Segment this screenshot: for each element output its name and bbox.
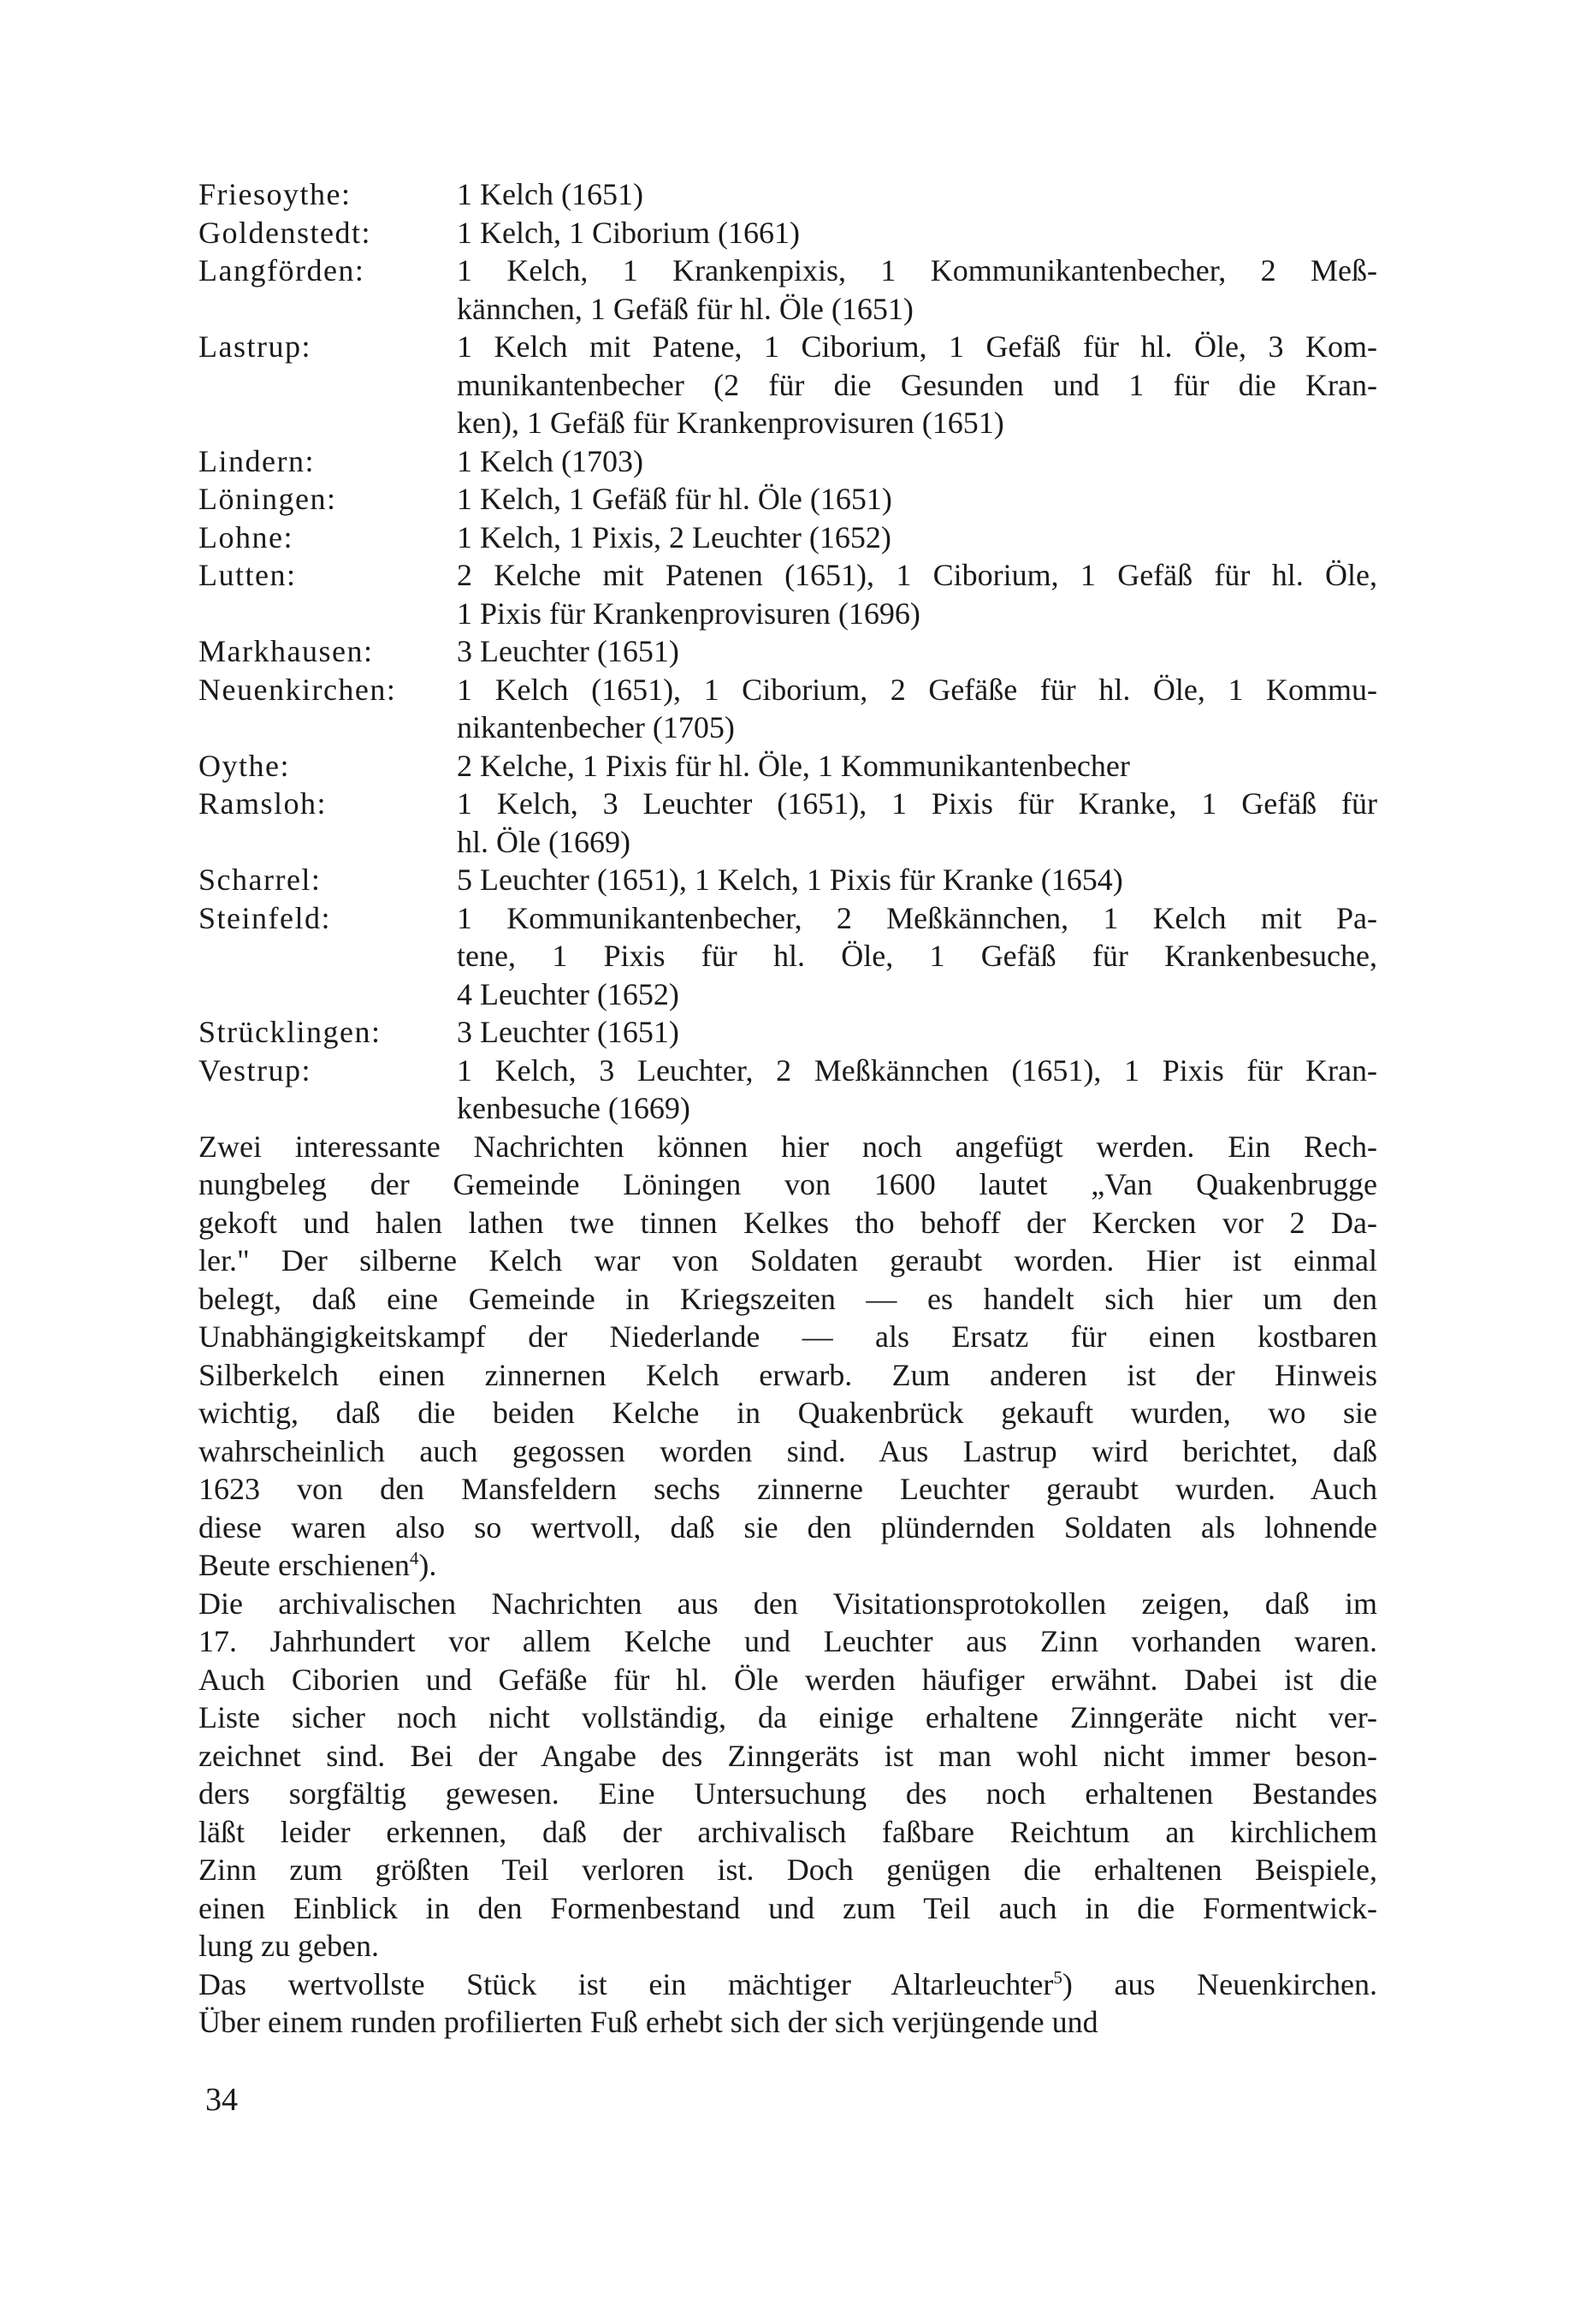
text-line	[198, 1585, 1377, 1623]
text-line	[198, 1737, 1377, 1776]
inventory-entry	[198, 1052, 1377, 1128]
item-list	[457, 442, 1377, 481]
item-line: tene, 1 Pixis für hl. Öle, 1 Gefäß für Krankenbesuche,	[457, 939, 1377, 973]
item-line: 1 Kelch, 1 Pixis, 2 Leuchter (1652)	[457, 519, 891, 554]
page-body	[198, 175, 1377, 2042]
line-text: wichtig, daß die beiden Kelche in Quakenbrück gekauft wurden, wo sie	[198, 1396, 1377, 1430]
text-line	[198, 2003, 1377, 2042]
text-line	[198, 1356, 1377, 1395]
item-list	[457, 480, 1377, 519]
item-line: kännchen, 1 Gefäß für hl. Öle (1651)	[457, 291, 914, 326]
text-line	[198, 1165, 1377, 1204]
footnote-marker: 4	[409, 1548, 419, 1568]
text-line	[198, 1546, 1377, 1585]
place-name: Neuenkirchen:	[198, 672, 397, 707]
text-line	[198, 1889, 1377, 1928]
item-line: 2 Kelche, 1 Pixis für hl. Öle, 1 Kommunikantenbecher	[457, 748, 1130, 783]
text-line	[198, 1242, 1377, 1280]
line-text: zeichnet sind. Bei der Angabe des Zinngeräts ist man wohl nicht immer beson-	[198, 1738, 1377, 1773]
item-line: 1 Kommunikantenbecher, 2 Meßkännchen, 1 Kelch mit Pa-	[457, 900, 1377, 935]
item-line: 1 Kelch, 3 Leuchter, 2 Meßkännchen (1651), 1 Pixis für Kran-	[457, 1052, 1377, 1088]
line-text: Beute erschienen	[198, 1548, 410, 1582]
line-text: Die archivalischen Nachrichten aus den Visitationsprotokollen zeigen, daß im	[198, 1586, 1377, 1621]
item-line: 1 Kelch, 1 Krankenpixis, 1 Kommunikantenbecher, 2 Meß-	[457, 253, 1377, 288]
text-line	[198, 1128, 1377, 1166]
line-text: Über einem runden profilierten Fuß erhebt sich der sich verjüngende und	[198, 2005, 1098, 2039]
place-name: Lastrup:	[198, 329, 311, 364]
item-line: 1 Kelch (1651), 1 Ciborium, 2 Gefäße für hl. Öle, 1 Kommu-	[457, 672, 1377, 707]
paragraph	[198, 1965, 1377, 2042]
item-list	[457, 632, 1377, 671]
inventory-entry	[198, 1013, 1377, 1052]
item-line: 1 Kelch (1703)	[457, 443, 643, 478]
text-line	[198, 1927, 1377, 1965]
line-text: 1623 von den Mansfeldern sechs zinnerne Leuchter geraubt wurden. Auch	[198, 1472, 1377, 1506]
line-text: ler." Der silberne Kelch war von Soldaten geraubt worden. Hier ist einmal	[198, 1243, 1377, 1278]
line-text: ) aus Neuenkirchen.	[1062, 1966, 1377, 2001]
text-line	[198, 1204, 1377, 1242]
text-line	[198, 1851, 1377, 1889]
line-text: lung zu geben.	[198, 1929, 379, 1963]
text-line	[198, 1699, 1377, 1737]
line-text: ders sorgfältig gewesen. Eine Untersuchung des noch erhaltenen Bestandes	[198, 1776, 1377, 1811]
text-line	[198, 1813, 1377, 1852]
item-list	[457, 328, 1377, 442]
item-line: ken), 1 Gefäß für Krankenprovisuren (1651)	[457, 406, 1004, 440]
text-line	[198, 1394, 1377, 1432]
item-line: 1 Kelch, 1 Gefäß für hl. Öle (1651)	[457, 482, 892, 516]
item-list	[457, 899, 1377, 1014]
item-list	[457, 785, 1377, 861]
place-name: Langförden:	[198, 253, 365, 288]
inventory-entry	[198, 899, 1377, 1014]
item-list	[457, 252, 1377, 328]
item-line: 3 Leuchter (1651)	[457, 634, 679, 668]
inventory-entry	[198, 671, 1377, 747]
item-list	[457, 671, 1377, 747]
line-text: Unabhängigkeitskampf der Niederlande — als Ersatz für einen kostbaren	[198, 1319, 1377, 1354]
item-line: 5 Leuchter (1651), 1 Kelch, 1 Pixis für Kranke (1654)	[457, 863, 1123, 897]
line-text: einen Einblick in den Formenbestand und zum Teil auch in die Formentwick-	[198, 1890, 1377, 1925]
text-line	[198, 1318, 1377, 1356]
inventory-entry	[198, 747, 1377, 786]
item-line: hl. Öle (1669)	[457, 824, 630, 859]
item-list	[457, 556, 1377, 632]
text-line	[198, 1509, 1377, 1547]
item-list	[457, 1052, 1377, 1128]
inventory-entry	[198, 861, 1377, 899]
line-text: Zwei interessante Nachrichten können hier noch angefügt werden. Ein Rech-	[198, 1129, 1377, 1164]
item-line: munikantenbecher (2 für die Gesunden und 1 für die Kran-	[457, 367, 1377, 402]
line-text: Auch Ciborien und Gefäße für hl. Öle werden häufiger erwähnt. Dabei ist die	[198, 1662, 1377, 1697]
text-line	[198, 1622, 1377, 1661]
item-list	[457, 175, 1377, 214]
paragraph	[198, 1585, 1377, 1965]
place-name: Scharrel:	[198, 863, 322, 897]
item-list	[457, 747, 1377, 786]
item-line: 1 Kelch, 1 Ciborium (1661)	[457, 215, 800, 250]
item-line: 1 Kelch (1651)	[457, 177, 643, 211]
text-line	[198, 1775, 1377, 1813]
inventory-entry	[198, 480, 1377, 519]
line-text: Zinn zum größten Teil verloren ist. Doch genügen die erhaltenen Beispiele,	[198, 1853, 1377, 1887]
inventory-entry	[198, 632, 1377, 671]
place-name: Friesoythe:	[198, 177, 352, 211]
place-name: Goldenstedt:	[198, 215, 371, 250]
item-line: 4 Leuchter (1652)	[457, 976, 679, 1011]
inventory-entry	[198, 252, 1377, 328]
place-name: Vestrup:	[198, 1052, 311, 1088]
text-line	[198, 1965, 1377, 2004]
item-line: 3 Leuchter (1651)	[457, 1015, 679, 1049]
text-line	[198, 1470, 1377, 1509]
place-name: Strücklingen:	[198, 1015, 382, 1049]
inventory-entry	[198, 175, 1377, 214]
inventory-entry	[198, 519, 1377, 557]
line-text: Liste sicher noch nicht vollständig, da einige erhaltene Zinngeräte nicht ver-	[198, 1700, 1377, 1734]
inventory-entry	[198, 556, 1377, 632]
item-list	[457, 861, 1377, 899]
place-name: Lindern:	[198, 443, 315, 478]
text-line	[198, 1432, 1377, 1471]
line-text: läßt leider erkennen, daß der archivalisch faßbare Reichtum an kirchlichem	[198, 1814, 1377, 1849]
inventory-entry	[198, 785, 1377, 861]
item-list	[457, 519, 1377, 557]
item-line: 1 Kelch, 3 Leuchter (1651), 1 Pixis für Kranke, 1 Gefäß für	[457, 786, 1377, 821]
inventory-entry	[198, 442, 1377, 481]
place-name: Löningen:	[198, 482, 337, 516]
place-name: Ramsloh:	[198, 786, 328, 821]
line-text: diese waren also so wertvoll, daß sie den plündernden Soldaten als lohnende	[198, 1509, 1377, 1544]
line-text: Silberkelch einen zinnernen Kelch erwarb. Zum anderen ist der Hinweis	[198, 1357, 1377, 1392]
item-line: nikantenbecher (1705)	[457, 710, 735, 744]
text-line	[198, 1661, 1377, 1699]
line-text: nungbeleg der Gemeinde Löningen von 1600 lautet „Van Quakenbrugge	[198, 1167, 1377, 1201]
line-text: Das wertvollste Stück ist ein mächtiger Altarleuchter	[198, 1966, 1054, 2001]
item-line: kenbesuche (1669)	[457, 1091, 690, 1125]
line-text: 17. Jahrhundert vor allem Kelche und Leuchter aus Zinn vorhanden waren.	[198, 1624, 1377, 1658]
text-line	[198, 1280, 1377, 1319]
line-text: belegt, daß eine Gemeinde in Kriegszeiten — es handelt sich hier um den	[198, 1281, 1377, 1316]
item-line: 1 Kelch mit Patene, 1 Ciborium, 1 Gefäß für hl. Öle, 3 Kom-	[457, 329, 1377, 364]
item-list	[457, 1013, 1377, 1052]
place-name: Lohne:	[198, 519, 293, 554]
place-name: Markhausen:	[198, 634, 374, 668]
place-name: Oythe:	[198, 748, 290, 783]
page-number: 34	[205, 2082, 238, 2118]
item-line: 2 Kelche mit Patenen (1651), 1 Ciborium, 1 Gefäß für hl. Öle,	[457, 558, 1377, 592]
place-name: Lutten:	[198, 558, 297, 592]
line-text: wahrscheinlich auch gegossen worden sind. Aus Lastrup wird berichtet, daß	[198, 1433, 1377, 1468]
place-name: Steinfeld:	[198, 900, 331, 935]
item-list	[457, 214, 1377, 252]
inventory-entry	[198, 328, 1377, 442]
line-text: gekoft und halen lathen twe tinnen Kelkes tho behoff der Kercken vor 2 Da-	[198, 1205, 1377, 1240]
inventory-list	[198, 175, 1377, 1128]
body-text	[198, 1128, 1377, 2042]
inventory-entry	[198, 214, 1377, 252]
footnote-marker: 5	[1053, 1966, 1062, 1988]
item-line: 1 Pixis für Krankenprovisuren (1696)	[457, 596, 920, 631]
paragraph	[198, 1128, 1377, 1585]
line-text: ).	[418, 1548, 437, 1582]
